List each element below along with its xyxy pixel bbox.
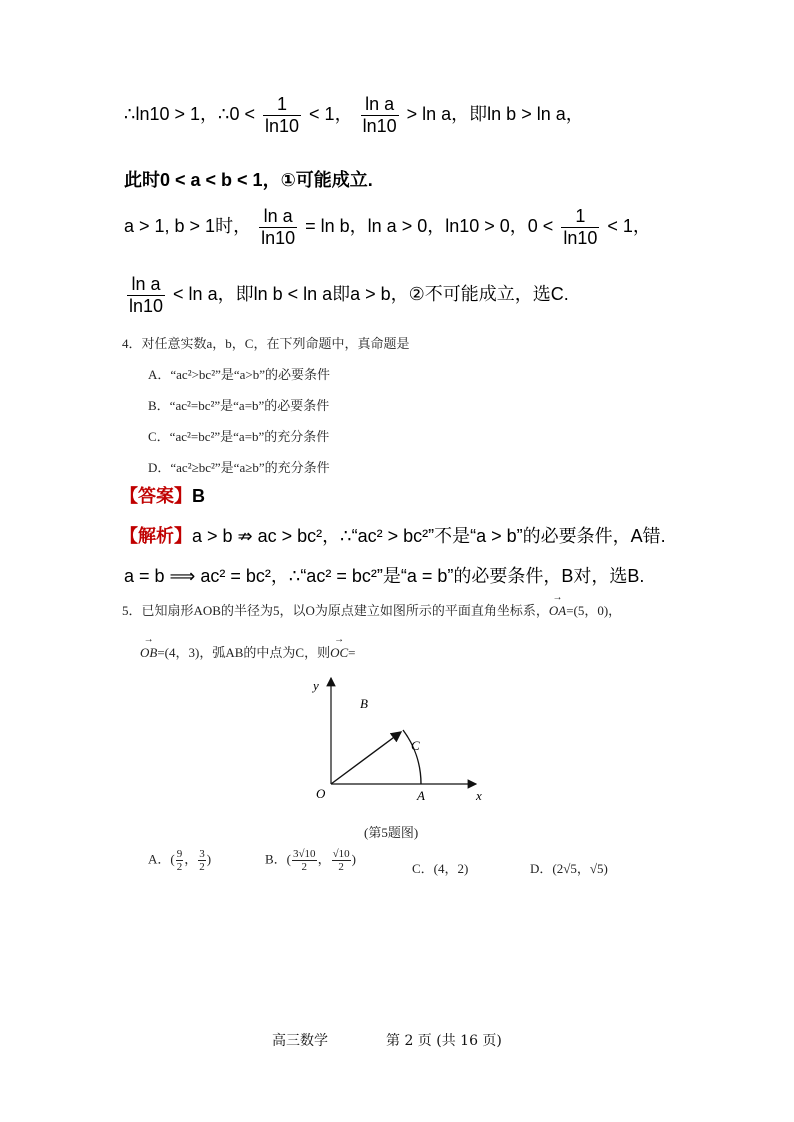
q4-option-c: C．“ac²=bc²”是“a=b”的充分条件 <box>148 429 330 444</box>
stem-text: 5．已知扇形AOB的半径为5，以O为原点建立如图所示的平面直角坐标系， <box>122 603 549 618</box>
q5-stem-line-2 <box>140 642 355 661</box>
ob-value: =(4，3)，弧AB的中点为C，则 <box>157 645 331 660</box>
close-paren: ) <box>206 851 212 867</box>
answer-label: 【答案】 <box>120 486 192 506</box>
denominator: 2 <box>301 861 308 874</box>
fraction <box>259 206 297 248</box>
text: < 1， <box>607 215 651 236</box>
denominator: ln10 <box>563 227 598 248</box>
fraction <box>198 848 206 873</box>
figure-caption: (第5题图) <box>364 825 419 840</box>
q4-option-d: D．“ac²≥bc²”是“a≥b”的充分条件 <box>148 460 330 475</box>
fraction <box>263 94 301 136</box>
numerator: 3 <box>199 848 205 860</box>
q4-stem: 4．对任意实数a，b，C，在下列命题中，真命题是 <box>122 336 410 351</box>
fraction <box>361 94 399 136</box>
numerator: ln a <box>361 94 399 116</box>
q4-analysis-line-1 <box>120 522 666 548</box>
numerator: 3√10 <box>293 848 316 860</box>
text: a > 1, b > 1时， <box>124 215 252 236</box>
text: ∴ln10 > 1，∴0 < <box>124 103 255 124</box>
oc-eq: = <box>348 645 356 660</box>
point-b-label: B <box>360 696 368 711</box>
option-label: B．( <box>265 851 292 867</box>
separator: ， <box>317 851 331 867</box>
x-label: x <box>476 788 482 803</box>
close-paren: ) <box>351 851 356 867</box>
origin-label: O <box>316 786 326 801</box>
numerator: 9 <box>176 848 183 860</box>
separator: ， <box>184 851 198 867</box>
numerator: 1 <box>561 206 599 228</box>
fraction <box>292 848 317 873</box>
solution-line-1 <box>124 94 584 136</box>
denominator: ln10 <box>362 115 397 136</box>
option-label: A．( <box>148 851 175 867</box>
analysis-text: a > b ⇏ ac > bc²，∴“ac² > bc²”不是“a > b”的必要条件，A错. <box>192 526 666 546</box>
text: < 1， <box>309 103 353 124</box>
q5-option-d: D．(2√5，√5) <box>530 861 608 876</box>
q4-analysis-line-2: a = b ⟹ ac² = bc²，∴“ac² = bc²”是“a = b”的必要条件，B对，选B. <box>124 566 645 586</box>
vector-oc: → OC <box>330 645 348 661</box>
text: < ln a，即ln b < ln a即a > b，②不可能成立，选C. <box>173 283 569 304</box>
fraction <box>561 206 599 248</box>
oa-value: =(5，0)， <box>566 603 622 618</box>
q5-stem-line-1 <box>122 600 621 619</box>
q5-option-b <box>265 848 356 873</box>
q4-answer <box>120 482 205 508</box>
vector-oa: → OA <box>549 603 566 619</box>
numerator: ln a <box>127 274 165 296</box>
denominator: 2 <box>338 861 344 874</box>
text: = ln b，ln a > 0，ln10 > 0，0 < <box>305 215 554 236</box>
denominator: ln10 <box>261 227 296 248</box>
solution-line-2: 此时0 < a < b < 1，①可能成立. <box>124 170 373 190</box>
q5-option-a <box>148 848 211 873</box>
numerator: 1 <box>263 94 301 116</box>
text: > ln a，即ln b > ln a， <box>406 103 584 124</box>
q4-option-a: A．“ac²>bc²”是“a>b”的必要条件 <box>148 367 331 382</box>
fraction <box>332 848 351 873</box>
solution-line-4 <box>124 274 569 316</box>
numerator: √10 <box>332 848 350 860</box>
q4-option-b: B．“ac²=bc²”是“a=b”的必要条件 <box>148 398 330 413</box>
fraction <box>127 274 165 316</box>
denominator: 2 <box>176 861 183 874</box>
denominator: ln10 <box>129 295 164 316</box>
numerator: ln a <box>259 206 297 228</box>
denominator: 2 <box>199 861 205 874</box>
answer-value: B <box>192 486 205 506</box>
denominator: ln10 <box>265 115 300 136</box>
analysis-label: 【解析】 <box>120 526 192 546</box>
sector-figure <box>300 672 500 812</box>
vector-ob-arrow <box>331 732 401 784</box>
point-a-label: A <box>417 788 425 803</box>
y-label: y <box>313 678 319 693</box>
solution-line-3 <box>124 206 651 248</box>
point-c-label: C <box>411 738 420 753</box>
vector-ob: → OB <box>140 645 157 661</box>
footer-page-number: 第 2 页 (共 16 页) <box>386 1033 502 1049</box>
q5-option-c: C．(4，2) <box>412 861 469 876</box>
fraction <box>176 848 184 873</box>
footer-subject: 高三数学 <box>272 1033 328 1049</box>
